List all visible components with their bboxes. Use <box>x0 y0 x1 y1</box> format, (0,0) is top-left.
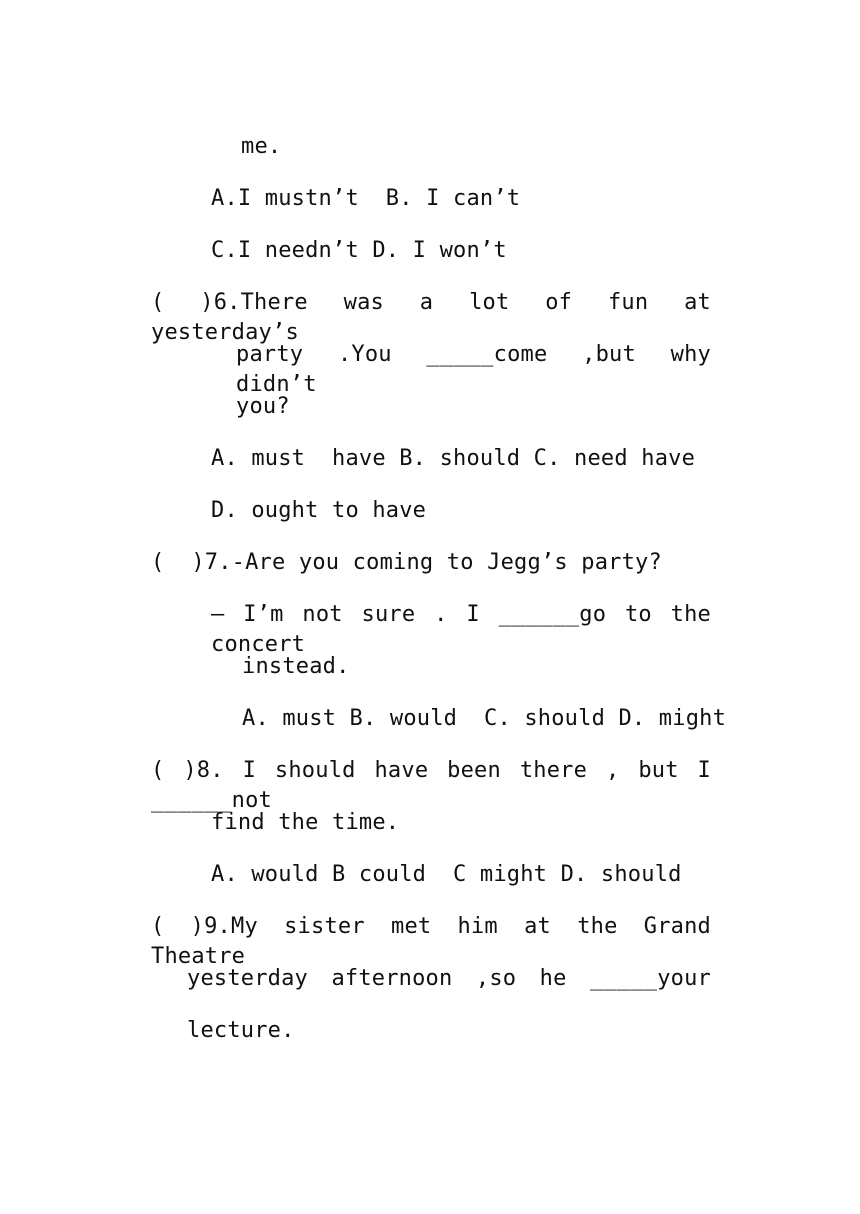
q7-stem-line-3: instead. <box>242 654 350 679</box>
q6-stem-line-3: you? <box>236 394 290 419</box>
q8-stem-line-2: find the time. <box>211 810 400 835</box>
q6-options-abc: A. must have B. should C. need have <box>211 446 696 471</box>
q7-options: A. must B. would C. should D. might <box>242 706 727 731</box>
q6-stem-line-2: party .You _____come ,but why didn’t <box>236 342 711 397</box>
q5-options-cd: C.I needn’t D. I won’t <box>211 238 507 263</box>
q7-stem-line-1: ( )7.-Are you coming to Jegg’s party? <box>151 550 662 575</box>
q9-stem-line-1: ( )9.My sister met him at the Grand Theatre <box>151 914 711 969</box>
q6-option-d: D. ought to have <box>211 498 427 523</box>
q6-stem-line-1: ( )6.There was a lot of fun at yesterday’s <box>151 290 711 345</box>
q9-stem-line-2: yesterday afternoon ,so he _____your <box>187 966 711 991</box>
q5-stem-end: me. <box>241 134 282 159</box>
q7-stem-line-2: – I’m not sure . I ______go to the concert <box>211 602 711 657</box>
q5-options-ab: A.I mustn’t B. I can’t <box>211 186 521 211</box>
q8-stem-line-1: ( )8. I should have been there , but I ______not <box>151 758 711 813</box>
q8-options: A. would B could C might D. should <box>211 862 682 887</box>
q9-stem-line-3: lecture. <box>187 1018 295 1043</box>
